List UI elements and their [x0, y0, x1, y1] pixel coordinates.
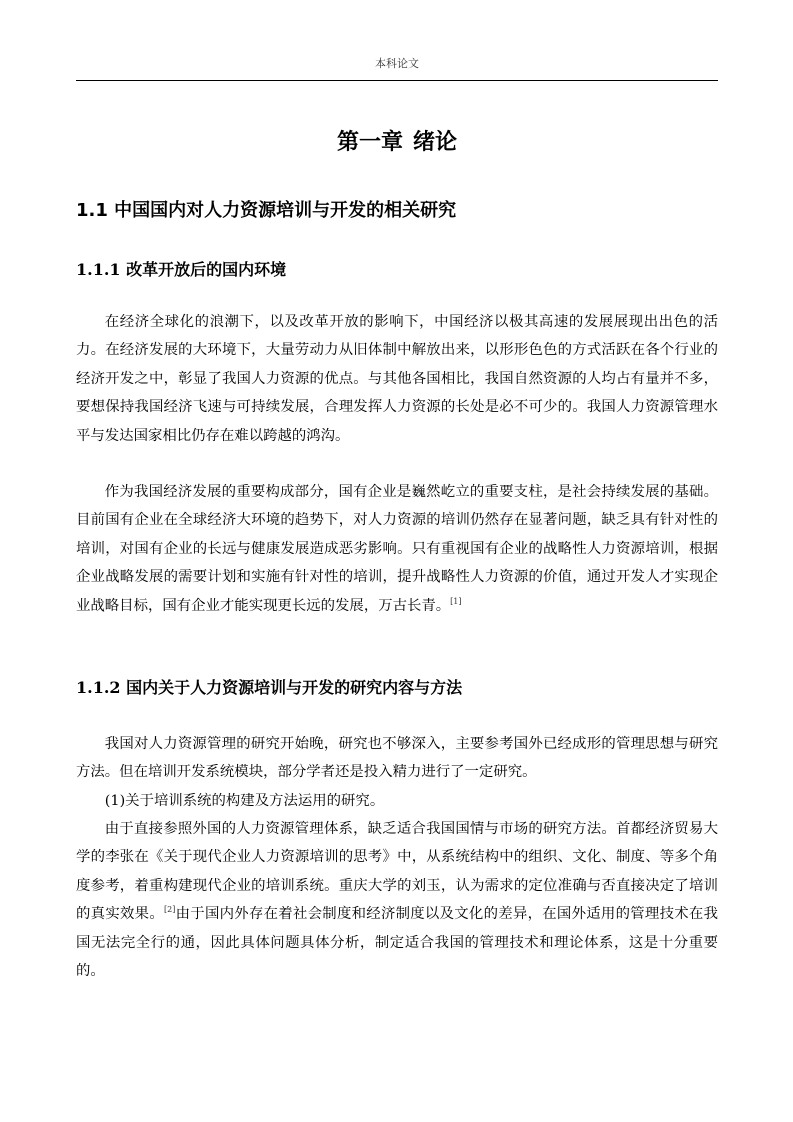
chapter-number: 第一章: [336, 130, 403, 155]
section-number: 1.1: [76, 200, 108, 221]
subsection-number: 1.1.2: [76, 678, 121, 697]
subsection-title: 改革开放后的国内环境: [126, 260, 287, 279]
subsection-heading-1-1-2: [76, 676, 718, 700]
citation-marker: [1]: [450, 596, 462, 606]
section-title: 中国国内对人力资源培训与开发的相关研究: [114, 200, 457, 221]
paragraph: [76, 478, 718, 620]
chapter-title: [76, 128, 718, 158]
section-heading: [76, 198, 718, 224]
subsection-title: 国内关于人力资源培训与开发的研究内容与方法: [126, 678, 463, 697]
paragraph: [76, 815, 718, 985]
header-rule: [76, 80, 718, 81]
paragraph-text: 作为我国经济发展的重要构成部分，国有企业是巍然屹立的重要支柱，是社会持续发展的基础。目前国有企业在全球经济大环境的趋势下，对人力资源的培训仍然存在显著问题，缺乏具有针对性的培训，对国有企业的长远与健康发展造成恶劣影响。只有重视国有企业的战略性人力资源培训，根据企业战略发展的需要计划和实施有针对性的培训，提升战略性人力资源的价值，通过开发人才实现企业战略目标，国有企业才能实现更长远的发展，万古长青。: [76, 484, 718, 614]
subsection-number: 1.1.1: [76, 260, 121, 279]
paragraph: 在经济全球化的浪潮下，以及改革开放的影响下，中国经济以极其高速的发展展现出出色的活力。在经济发展的大环境下，大量劳动力从旧体制中解放出来，以形形色色的方式活跃在各个行业的经济开发之中，彰显了我国人力资源的优点。与其他各国相比，我国自然资源的人均占有量并不多，要想保持我国经济飞速与可持续发展，合理发挥人力资源的长处是必不可少的。我国人力资源管理水平与发达国家相比仍存在难以跨越的鸿沟。: [76, 314, 718, 444]
chapter-name: 绪论: [413, 130, 458, 155]
paragraph-text: 由于国内外存在着社会制度和经济制度以及文化的差异，在国外适用的管理技术在我国无法完全行的通，因此具体问题具体分析，制定适合我国的管理技术和理论体系，这是十分重要的。: [76, 906, 718, 980]
citation-marker: [2]: [164, 905, 176, 915]
paragraph-text: 由于直接参照外国的人力资源管理体系，缺乏适合我国国情与市场的研究方法。首都经济贸易大学的李张在《关于现代企业人力资源培训的思考》中，从系统结构中的组织、文化、制度、等多个角度参考，着重构建现代企业的培训系统。重庆大学的刘玉，认为需求的定位准确与否直接决定了培训的真实效果。: [76, 821, 718, 923]
subsection-heading-1-1-1: [76, 258, 718, 282]
running-header: 本科论文: [375, 57, 419, 70]
paragraph: 我国对人力资源管理的研究开始晚，研究也不够深入，主要参考国外已经成形的管理思想与研究方法。但在培训开发系统模块，部分学者还是投入精力进行了一定研究。: [76, 736, 718, 781]
paragraph: (1)关于培训系统的构建及方法运用的研究。: [104, 793, 385, 809]
